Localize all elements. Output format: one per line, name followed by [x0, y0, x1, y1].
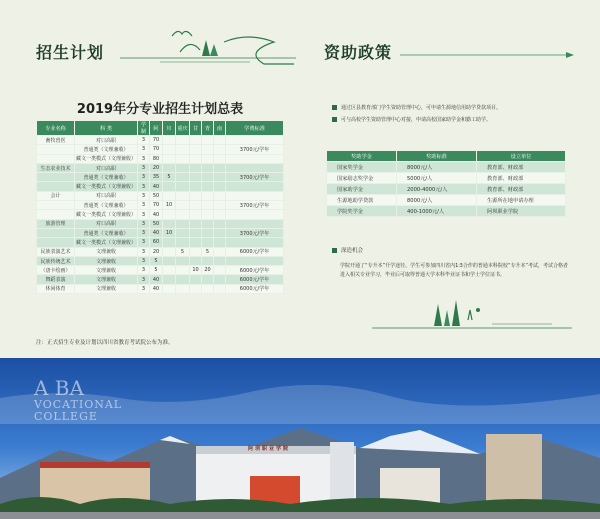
table-cell: 对口高职: [75, 163, 138, 172]
table-row: [37, 191, 284, 200]
table-cell: 生态农业技术: [37, 163, 75, 172]
table-cell: [214, 191, 226, 200]
table-cell: [176, 219, 190, 228]
table-row: [37, 256, 284, 265]
table-cell: 40: [150, 284, 163, 293]
table-cell: 生源地助学贷款: [327, 195, 397, 206]
table-row: [37, 238, 284, 247]
table-row: [327, 184, 566, 195]
col-header: 南: [214, 121, 226, 136]
col-header: 重庆: [176, 121, 190, 136]
table-cell: [202, 219, 214, 228]
table-cell: 3: [138, 219, 150, 228]
table-cell: 生源所在地申请办理: [477, 195, 566, 206]
table-cell: [226, 238, 284, 247]
table-cell: [176, 173, 190, 182]
table-cell: 10: [190, 266, 202, 275]
table-cell: [190, 256, 202, 265]
table-cell: 3: [138, 201, 150, 210]
table-cell: 3700元/学年: [226, 173, 284, 182]
table-cell: [37, 182, 75, 191]
table-cell: [202, 145, 214, 154]
table-cell: 国家奖学金: [327, 162, 397, 173]
table-cell: 50: [150, 191, 163, 200]
enrollment-plan-table: [36, 120, 284, 294]
table-row: [37, 228, 284, 237]
table-cell: 对口高职: [75, 136, 138, 145]
table-cell: 3: [138, 191, 150, 200]
table-cell: [163, 163, 176, 172]
table-cell: [202, 154, 214, 163]
table-cell: [163, 136, 176, 145]
table-cell: [37, 145, 75, 154]
further-study-text: 学院开通了“专升本”升学途径。学生可参加四川省内1∶3合作的普通本科院校“专升本”考试，考试合格者进入相关专业学习，毕业后可取得普通大学本科毕业证书和学士学位证书。: [340, 263, 569, 278]
trees-decoration-right: [372, 296, 572, 332]
table-cell: [214, 219, 226, 228]
table-cell: [176, 275, 190, 284]
table-cell: 对口高职: [75, 191, 138, 200]
table-cell: 旅游管理: [37, 219, 75, 228]
table-cell: 3700元/学年: [226, 228, 284, 237]
table-cell: [190, 284, 202, 293]
college-name-line3: COLLEGE: [34, 410, 98, 423]
table-cell: [163, 284, 176, 293]
campus-illustration: [0, 358, 600, 519]
table-cell: [190, 182, 202, 191]
college-name-line2: VOCATIONAL: [34, 398, 123, 411]
table-cell: 35: [150, 173, 163, 182]
table-cell: 3: [138, 238, 150, 247]
table-cell: [176, 256, 190, 265]
campus-photo: [0, 358, 600, 519]
col-header: 学制: [138, 121, 150, 136]
table-row: [327, 162, 566, 173]
table-cell: [226, 163, 284, 172]
table-cell: 民族表演艺术: [37, 247, 75, 256]
square-bullet-icon: [332, 117, 337, 122]
table-cell: [190, 145, 202, 154]
table-cell: [202, 284, 214, 293]
table-cell: 文理兼收: [75, 266, 138, 275]
table-cell: 5: [150, 256, 163, 265]
aid-bullet: [332, 116, 491, 123]
table-cell: 普通类（文理兼收）: [75, 173, 138, 182]
table-cell: 文理兼收: [75, 256, 138, 265]
table-cell: [214, 154, 226, 163]
table-cell: [202, 182, 214, 191]
table-cell: 5: [163, 173, 176, 182]
building-sign: 阿坝职业学院: [248, 446, 291, 452]
further-study-heading: [332, 246, 363, 254]
table-cell: 民族传统艺术: [37, 256, 75, 265]
table-header-row: [327, 151, 566, 162]
table-cell: [190, 247, 202, 256]
table-cell: 20: [202, 266, 214, 275]
table-cell: [226, 256, 284, 265]
table-cell: 40: [150, 182, 163, 191]
table-cell: 6000元/学年: [226, 275, 284, 284]
table-cell: [190, 173, 202, 182]
table-cell: 普通类（文理兼收）: [75, 201, 138, 210]
table-cell: [176, 145, 190, 154]
table-cell: 3: [138, 210, 150, 219]
col-header: 专业名称: [37, 121, 75, 136]
table-cell: [226, 182, 284, 191]
college-name-line1: A BA: [34, 376, 84, 400]
table-cell: [176, 266, 190, 275]
table-cell: [214, 266, 226, 275]
table-cell: [202, 136, 214, 145]
table-cell: 教育部、财政部: [477, 184, 566, 195]
table-row: [37, 275, 284, 284]
table-cell: 对口高职: [75, 219, 138, 228]
table-cell: 藏文一类模式（文理兼收）: [75, 182, 138, 191]
arrow-line-decoration: [400, 50, 574, 60]
table-cell: [214, 228, 226, 237]
table-header-row: [37, 121, 284, 136]
table-row: [327, 195, 566, 206]
table-row: [37, 154, 284, 163]
table-cell: 普通类（文理兼收）: [75, 228, 138, 237]
table-cell: [163, 145, 176, 154]
table-cell: [190, 154, 202, 163]
table-cell: [190, 228, 202, 237]
table-cell: [176, 201, 190, 210]
table-cell: [163, 182, 176, 191]
table-row: [327, 206, 566, 217]
table-cell: [176, 154, 190, 163]
table-cell: [37, 238, 75, 247]
table-cell: 8000元/人: [397, 195, 477, 206]
table-row: [37, 219, 284, 228]
table-cell: 70: [150, 201, 163, 210]
table-row: [37, 136, 284, 145]
table-cell: [190, 275, 202, 284]
plan-heading: 招生计划: [36, 43, 105, 62]
col-header: 奖助学金: [327, 151, 397, 162]
table-cell: 6000元/学年: [226, 266, 284, 275]
table-cell: [176, 284, 190, 293]
table-row: [37, 210, 284, 219]
table-cell: [226, 219, 284, 228]
table-cell: [202, 191, 214, 200]
table-cell: 3700元/学年: [226, 201, 284, 210]
table-cell: 3: [138, 247, 150, 256]
table-cell: 藏文一类模式（文理兼收）: [75, 238, 138, 247]
col-header: 川: [163, 121, 176, 136]
table-cell: 3: [138, 145, 150, 154]
table-cell: 3: [138, 256, 150, 265]
table-cell: [176, 163, 190, 172]
table-cell: 20: [150, 163, 163, 172]
table-row: [37, 247, 284, 256]
table-cell: [190, 210, 202, 219]
table-cell: 60: [150, 238, 163, 247]
col-header: 设立单位: [477, 151, 566, 162]
plan-note: 注：正式招生专业及计划以四川省教育考试院公布为准。: [36, 340, 174, 346]
table-cell: [202, 201, 214, 210]
table-cell: 3: [138, 163, 150, 172]
table-cell: [202, 275, 214, 284]
table-cell: [176, 228, 190, 237]
table-cell: [226, 136, 284, 145]
table-cell: [176, 210, 190, 219]
table-row: [37, 182, 284, 191]
table-cell: 会计: [37, 191, 75, 200]
table-cell: [176, 136, 190, 145]
table-cell: 5: [202, 247, 214, 256]
table-cell: 5000元/人: [397, 173, 477, 184]
table-cell: 国家励志奖学金: [327, 173, 397, 184]
table-cell: 普通类（文理兼收）: [75, 145, 138, 154]
table-cell: [202, 256, 214, 265]
table-row: [37, 284, 284, 293]
col-header: 学费标准: [226, 121, 284, 136]
table-row: [37, 145, 284, 154]
table-cell: 10: [163, 201, 176, 210]
table-cell: [226, 154, 284, 163]
table-cell: 5: [150, 266, 163, 275]
square-bullet-icon: [332, 105, 337, 110]
col-header: 奖助标准: [397, 151, 477, 162]
landscape-decoration-left: [120, 26, 296, 66]
table-cell: 2000-4000元/人: [397, 184, 477, 195]
table-cell: 藏文一类模式（文理兼收）: [75, 154, 138, 163]
table-cell: [176, 182, 190, 191]
table-cell: [176, 191, 190, 200]
table-cell: [190, 136, 202, 145]
table-row: [37, 163, 284, 172]
table-cell: 国家助学金: [327, 184, 397, 195]
table-cell: [214, 182, 226, 191]
table-cell: 休闲体育: [37, 284, 75, 293]
table-cell: [190, 219, 202, 228]
table-cell: [202, 210, 214, 219]
table-cell: 文理兼收: [75, 284, 138, 293]
table-cell: [202, 173, 214, 182]
col-header: 阿: [150, 121, 163, 136]
table-cell: 50: [150, 219, 163, 228]
aid-heading: 资助政策: [324, 43, 393, 62]
table-cell: [163, 154, 176, 163]
table-cell: 40: [150, 228, 163, 237]
table-row: [37, 173, 284, 182]
aid-bullet-text: 可与高校学生资助管理中心对接，申请高校国家助学金和勤工助学。: [341, 117, 492, 123]
table-cell: [37, 154, 75, 163]
table-cell: 3: [138, 136, 150, 145]
table-cell: 3: [138, 182, 150, 191]
table-cell: [214, 284, 226, 293]
table-cell: 3: [138, 284, 150, 293]
table-cell: 阿坝职业学院: [477, 206, 566, 217]
table-cell: [190, 191, 202, 200]
table-cell: [163, 266, 176, 275]
table-cell: 80: [150, 154, 163, 163]
table-cell: [190, 163, 202, 172]
table-cell: [214, 173, 226, 182]
table-cell: [214, 136, 226, 145]
table-cell: 舞蹈表演: [37, 275, 75, 284]
table-cell: 3: [138, 266, 150, 275]
table-cell: [163, 191, 176, 200]
col-header: 甘: [190, 121, 202, 136]
table-cell: [202, 238, 214, 247]
table-cell: 3: [138, 154, 150, 163]
table-cell: [176, 238, 190, 247]
table-cell: [214, 238, 226, 247]
aid-bullet: [332, 104, 501, 111]
table-cell: 畜牧兽医: [37, 136, 75, 145]
square-bullet-icon: [332, 248, 337, 253]
table-cell: [163, 219, 176, 228]
col-header: 青: [202, 121, 214, 136]
table-cell: 3: [138, 228, 150, 237]
table-cell: [214, 275, 226, 284]
table-cell: [214, 247, 226, 256]
table-cell: 10: [163, 228, 176, 237]
table-cell: [37, 173, 75, 182]
table-cell: （唐卡绘画）: [37, 266, 75, 275]
table-cell: 文理兼收: [75, 275, 138, 284]
further-study-title: 深造机会: [341, 248, 364, 254]
table-cell: [163, 210, 176, 219]
table-cell: 藏文一类模式（文理兼收）: [75, 210, 138, 219]
table-cell: 3700元/学年: [226, 145, 284, 154]
financial-aid-table: [326, 150, 566, 217]
table-cell: [226, 210, 284, 219]
table-cell: 6000元/学年: [226, 284, 284, 293]
table-cell: 70: [150, 145, 163, 154]
table-cell: [37, 228, 75, 237]
table-cell: 3: [138, 275, 150, 284]
table-cell: 400-1000元/人: [397, 206, 477, 217]
table-cell: [214, 145, 226, 154]
table-cell: 学院奖学金: [327, 206, 397, 217]
table-cell: [163, 256, 176, 265]
table-cell: 40: [150, 275, 163, 284]
table-cell: 5: [176, 247, 190, 256]
table-cell: 20: [150, 247, 163, 256]
table-cell: [163, 247, 176, 256]
table-row: [327, 173, 566, 184]
table-row: [37, 266, 284, 275]
table-row: [37, 201, 284, 210]
table-cell: 6000元/学年: [226, 247, 284, 256]
table-cell: [214, 256, 226, 265]
table-cell: 教育部、财政部: [477, 173, 566, 184]
table-cell: 3: [138, 173, 150, 182]
table-cell: [37, 201, 75, 210]
table-cell: [190, 238, 202, 247]
table-cell: [163, 238, 176, 247]
table-cell: [214, 163, 226, 172]
table-cell: [202, 163, 214, 172]
table-cell: [214, 201, 226, 210]
table-cell: [37, 210, 75, 219]
table-cell: [202, 228, 214, 237]
table-cell: 8000元/人: [397, 162, 477, 173]
table-cell: 教育部、财政部: [477, 162, 566, 173]
aid-bullet-text: 通过区县教育部门学生资助管理中心，可申请生源地信用助学贷款项目。: [341, 105, 502, 111]
table-cell: [163, 275, 176, 284]
table-cell: 文理兼收: [75, 247, 138, 256]
col-header: 科 类: [75, 121, 138, 136]
table-cell: 70: [150, 136, 163, 145]
table-cell: [190, 201, 202, 210]
table-cell: [214, 210, 226, 219]
table-cell: [226, 191, 284, 200]
table-cell: 40: [150, 210, 163, 219]
plan-table-title: 2019年分专业招生计划总表: [76, 102, 244, 117]
